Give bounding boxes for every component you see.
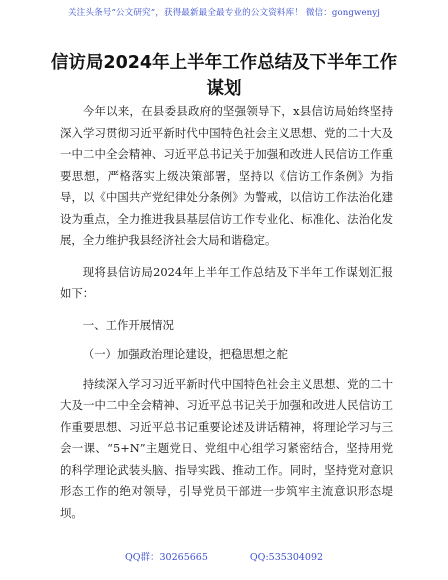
section-heading: 一、工作开展情况 <box>82 317 174 332</box>
footer-qq: QQ:535304092 <box>249 552 324 563</box>
section-paragraph: 持续深入学习习近平新时代中国特色社会主义思想、党的二十大及一中二中全会精神、习近平总书记关于加强和改进人民信访工作重要思想、习近平总书记重要论述及讲话精神，将理论学习与三会一课、“5+N”主题党日、党组中心组学习紧密结合，坚持用党的科学理论武装头脑、指导实践、推动工作。同时，坚持党对意识形态工作的绝对领导，引导党员干部进一步筑牢主流意识形态堤坝。 <box>60 376 393 520</box>
report-paragraph: 现将县信访局2024年上半年工作总结及下半年工作谋划汇报如下： <box>60 264 393 300</box>
footer <box>0 549 448 563</box>
document-body <box>60 101 393 524</box>
document-title: 信访局2024年上半年工作总结及下半年工作谋划 <box>50 53 398 99</box>
footer-qq-group: QQ群：30265665 <box>124 552 208 563</box>
top-banner: 关注头条号“公文研究”，获得最新最全最专业的公文资料库！ 微信：gongwenyj <box>67 8 381 18</box>
subsection-heading: （一）加强政治理论建设，把稳思想之舵 <box>82 347 288 361</box>
intro-paragraph: 今年以来，在县委县政府的坚强领导下，x县信访局始终坚持深入学习贯彻习近平新时代中国特色社会主义思想、党的二十大及一中二中全会精神、习近平总书记关于加强和改进人民信访工作重要思想，严格落实上级决策部署，坚持以《信访工作条例》为指导，以《中国共产党纪律处分条例》为警戒，以信访工作法治化建设为重点，全力推进我县基层信访工作专业化、标准化、法治化发展，全力维护我县经济社会大局和谐稳定。 <box>60 104 393 247</box>
